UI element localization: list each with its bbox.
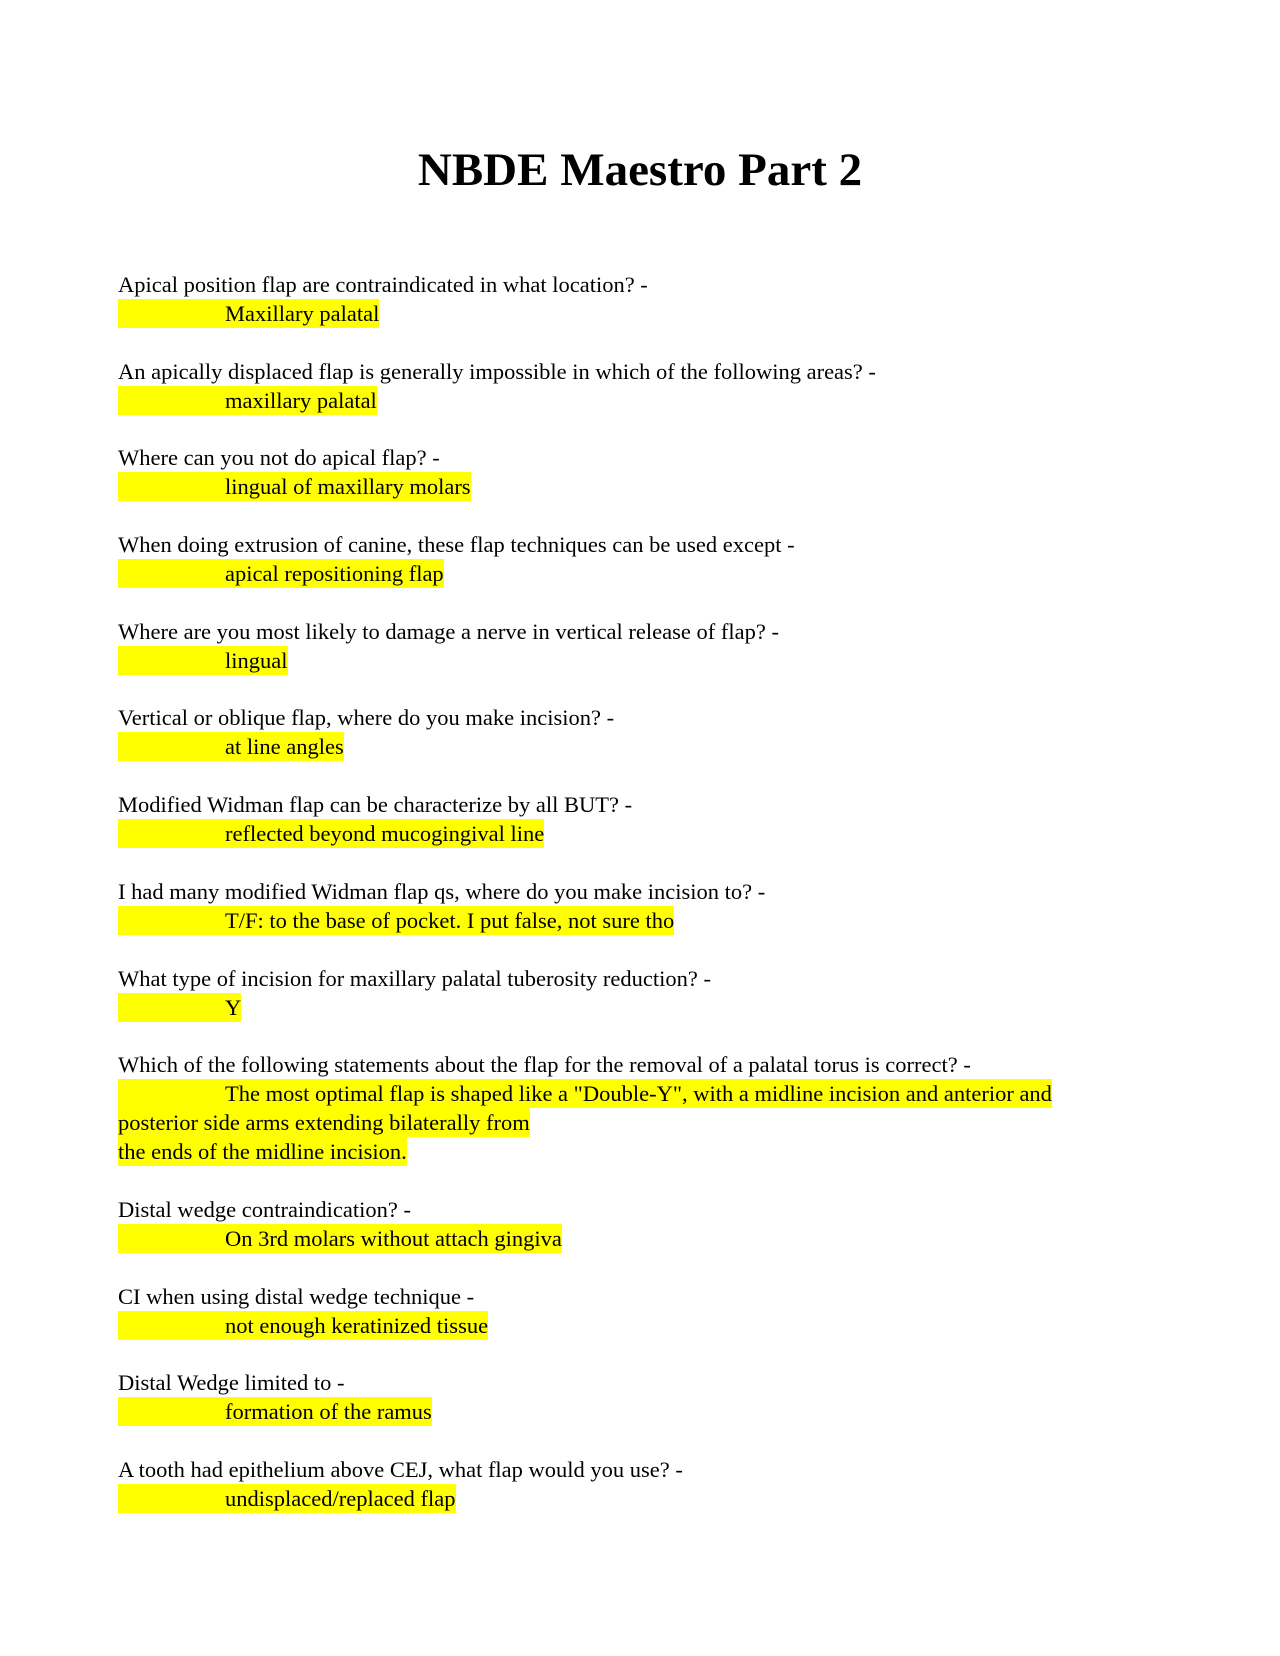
answer-block: [118, 732, 1178, 761]
answer-block: [118, 299, 1178, 328]
question-text: Where are you most likely to damage a nerve in vertical release of flap? -: [118, 618, 779, 644]
answer-highlight-text: apical repositioning flap: [225, 561, 444, 587]
qa-item: [118, 703, 1178, 761]
answer-line: [118, 906, 1178, 935]
answer-indent-highlight: [118, 646, 225, 675]
answer-line: [118, 1484, 1178, 1513]
question-text: Distal wedge contraindication? -: [118, 1196, 412, 1222]
question-text: I had many modified Widman flap qs, where do you make incision to? -: [118, 878, 766, 904]
answer-highlight-text: On 3rd molars without attach gingiva: [225, 1225, 562, 1251]
answer-line: [118, 819, 1178, 848]
answer-highlight-text: the ends of the midline incision.: [118, 1139, 407, 1165]
answer-highlight-text: lingual: [225, 647, 288, 673]
answer-indent-highlight: [118, 993, 225, 1022]
answer-line: [118, 299, 1178, 328]
answer-block: [118, 1484, 1178, 1513]
answer-indent-highlight: [118, 732, 225, 761]
question-text: CI when using distal wedge technique -: [118, 1283, 475, 1309]
answer-indent-highlight: [118, 472, 225, 501]
qa-item: [118, 1455, 1178, 1513]
answer-highlight-text: at line angles: [225, 734, 344, 760]
question-text: Where can you not do apical flap? -: [118, 445, 440, 471]
answer-block: [118, 1224, 1178, 1253]
qa-item: [118, 1050, 1178, 1166]
answer-line: [118, 1311, 1178, 1340]
answer-indent-highlight: [118, 819, 225, 848]
question-text: An apically displaced flap is generally impossible in which of the following areas? -: [118, 358, 876, 384]
answer-line: [118, 1224, 1178, 1253]
answer-indent-highlight: [118, 386, 225, 415]
answer-highlight-text: Y: [225, 994, 242, 1020]
question-text: Which of the following statements about the flap for the removal of a palatal torus is correct? -: [118, 1052, 971, 1078]
answer-indent-highlight: [118, 1311, 225, 1340]
answer-indent-highlight: [118, 559, 225, 588]
qa-list: [118, 270, 1178, 1542]
answer-indent-highlight: [118, 299, 225, 328]
answer-highlight-text: reflected beyond mucogingival line: [225, 821, 545, 847]
answer-highlight-text: maxillary palatal: [225, 387, 377, 413]
answer-indent-highlight: [118, 1397, 225, 1426]
question-text: When doing extrusion of canine, these flap techniques can be used except -: [118, 532, 795, 558]
answer-highlight-text: not enough keratinized tissue: [225, 1312, 489, 1338]
answer-indent-highlight: [118, 1484, 225, 1513]
question-text: A tooth had epithelium above CEJ, what flap would you use? -: [118, 1456, 683, 1482]
qa-item: [118, 877, 1178, 935]
question-text: Vertical or oblique flap, where do you make incision? -: [118, 705, 615, 731]
answer-block: [118, 1311, 1178, 1340]
answer-indent-highlight: [118, 1079, 225, 1108]
qa-item: [118, 1282, 1178, 1340]
answer-highlight-text: The most optimal flap is shaped like a "Double-Y", with a midline incision and anterior and: [225, 1081, 1052, 1107]
page-title: NBDE Maestro Part 2: [417, 144, 863, 196]
answer-highlight-text: formation of the ramus: [225, 1399, 432, 1425]
answer-block: [118, 472, 1178, 501]
qa-item: [118, 357, 1178, 415]
answer-line: [118, 1397, 1178, 1426]
answer-line: [118, 1079, 1178, 1108]
answer-highlight-text: lingual of maxillary molars: [225, 474, 471, 500]
answer-block: [118, 993, 1178, 1022]
qa-item: [118, 1368, 1178, 1426]
answer-block: [118, 386, 1178, 415]
answer-line: [118, 386, 1178, 415]
answer-block: [118, 906, 1178, 935]
answer-line: [118, 993, 1178, 1022]
answer-highlight-text: posterior side arms extending bilaterally from: [118, 1110, 530, 1136]
qa-item: [118, 964, 1178, 1022]
qa-item: [118, 1195, 1178, 1253]
qa-item: [118, 530, 1178, 588]
answer-block: [118, 819, 1178, 848]
answer-line: [118, 732, 1178, 761]
answer-line: [118, 472, 1178, 501]
question-text: What type of incision for maxillary palatal tuberosity reduction? -: [118, 965, 711, 991]
answer-block: [118, 1079, 1178, 1166]
answer-highlight-text: Maxillary palatal: [225, 301, 380, 326]
answer-line: [118, 646, 1178, 675]
question-text: Modified Widman flap can be characterize by all BUT? -: [118, 792, 633, 818]
answer-line: [118, 559, 1178, 588]
answer-highlight-text: T/F: to the base of pocket. I put false, not sure tho: [225, 907, 675, 933]
answer-highlight-text: undisplaced/replaced flap: [225, 1485, 456, 1511]
answer-line: [118, 1108, 1178, 1137]
answer-block: [118, 1397, 1178, 1426]
answer-block: [118, 559, 1178, 588]
answer-block: [118, 646, 1178, 675]
answer-indent-highlight: [118, 1224, 225, 1253]
answer-line: [118, 1137, 1178, 1166]
question-text: Distal Wedge limited to -: [118, 1370, 345, 1396]
qa-item: [118, 790, 1178, 848]
qa-item: [118, 270, 1178, 328]
answer-indent-highlight: [118, 906, 225, 935]
qa-item: [118, 443, 1178, 501]
question-text: Apical position flap are contraindicated in what location? -: [118, 272, 648, 297]
qa-item: [118, 617, 1178, 675]
